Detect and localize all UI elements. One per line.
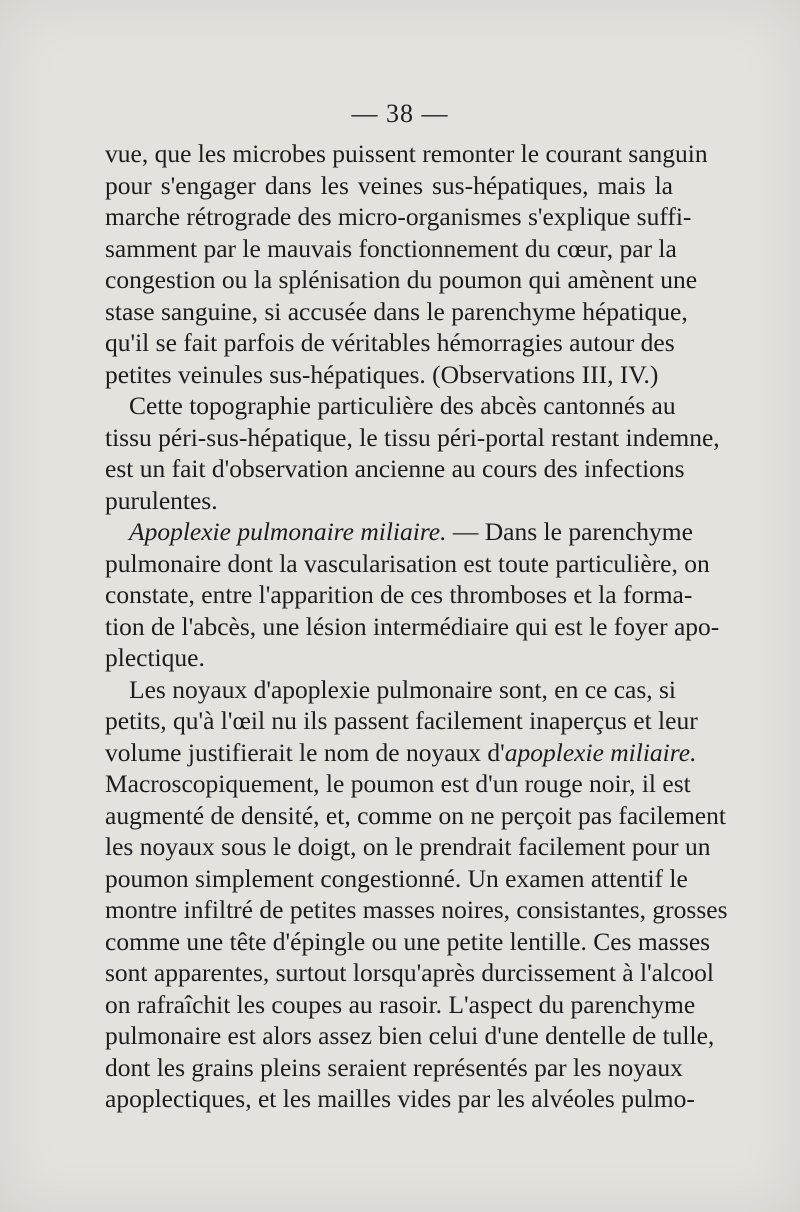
text-line: petites veinules sus-hépatiques. (Observations III, IV.) — [105, 359, 659, 389]
body-text — [105, 138, 728, 1115]
page-number: — 38 — — [351, 99, 449, 128]
text-line: Cette topographie particulière des abcès cantonnés au — [129, 391, 676, 420]
text-line: pulmonaire est alors assez bien celui d'une dentelle de tulle, — [105, 1021, 715, 1050]
text-line: congestion ou la splénisation du poumon qui amènent une — [105, 265, 698, 294]
text-line: constate, entre l'apparition de ces thromboses et la forma- — [105, 580, 693, 609]
section-heading: Apoplexie pulmonaire miliaire. — [129, 517, 447, 546]
text-line: comme une tête d'épingle ou une petite lentille. Ces masses — [105, 926, 711, 956]
text-line: sont apparentes, surtout lorsqu'après durcissement à l'alcool — [105, 958, 714, 987]
text-line: on rafraîchit les coupes au rasoir. L'aspect du parenchyme — [105, 989, 696, 1019]
text-line: pulmonaire dont la vascularisation est toute particulière, on — [105, 548, 710, 578]
text-line: qu'il se fait parfois de véritables hémorragies autour des — [105, 328, 675, 357]
text-line: volume justifierait le nom de noyaux d'apoplexie miliaire. — [105, 737, 697, 767]
text-line: marche rétrograde des micro-organismes s'explique suffi- — [105, 202, 692, 231]
text-line: petits, qu'à l'œil nu ils passent facilement inaperçus et leur — [105, 706, 698, 735]
text-line: purulentes. — [105, 485, 218, 515]
text-line: tissu péri-sus-hépatique, le tissu péri-portal restant indemne, — [105, 422, 720, 452]
text-line: vue, que les microbes puissent remonter le courant sanguin — [105, 139, 708, 168]
text-line: tion de l'abcès, une lésion intermédiaire qui est le foyer apo- — [105, 611, 720, 641]
italic-term: apoplexie miliaire. — [504, 737, 697, 767]
text-line: apoplectiques, et les mailles vides par les alvéoles pulmo- — [105, 1084, 695, 1113]
text-line: poumon simplement congestionné. Un examen attentif le — [105, 863, 688, 893]
text-line: samment par le mauvais fonctionnement du cœur, par la — [105, 233, 677, 263]
text-line: pour s'engager dans les veines sus-hépatiques, mais la — [105, 170, 673, 200]
text-line: dont les grains pleins seraient représentés par les noyaux — [105, 1052, 683, 1082]
text-line: Les noyaux d'apoplexie pulmonaire sont, en ce cas, si — [129, 674, 677, 704]
text-line: Macroscopiquement, le poumon est d'un rouge noir, il est — [105, 769, 691, 798]
text-line: plectique. — [105, 643, 205, 672]
text-line: montre infiltré de petites masses noires, consistantes, grosses — [105, 895, 728, 924]
text-line: est un fait d'observation ancienne au cours des infections — [105, 454, 685, 483]
text-line: les noyaux sous le doigt, on le prendrait facilement pour un — [105, 832, 711, 861]
section-heading-line: Apoplexie pulmonaire miliaire. — Dans le parenchyme — [129, 517, 693, 546]
text-line: augmenté de densité, et, comme on ne perçoit pas facilement — [105, 800, 726, 830]
text-line: stase sanguine, si accusée dans le parenchyme hépatique, — [105, 296, 688, 326]
